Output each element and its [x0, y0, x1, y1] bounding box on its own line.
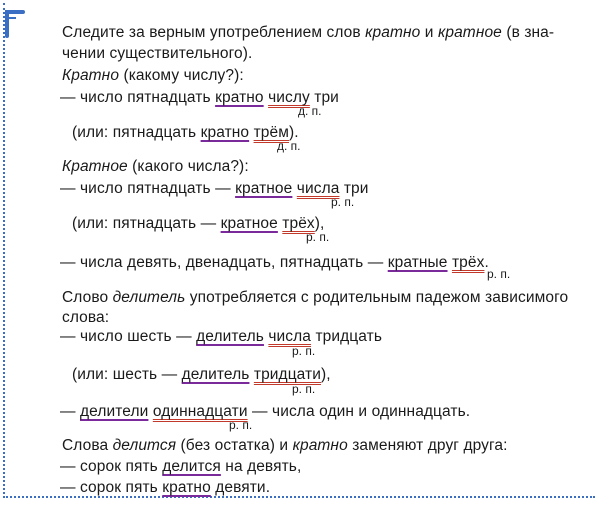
underlined-word: делитель	[196, 328, 264, 345]
text-run: чении существительного).	[62, 45, 253, 62]
text-run: заменяют друг друга:	[347, 437, 508, 454]
text-line	[60, 328, 382, 346]
text-line	[62, 289, 568, 307]
case-label: р. п.	[292, 382, 316, 396]
text-run: три	[339, 180, 369, 197]
text-run: употребляется с родительным падежом зависимого	[185, 289, 569, 306]
italic-term: Кратно	[62, 67, 120, 84]
text-run: — числа один и одиннадцать.	[247, 403, 471, 420]
text-run: (без остатка) и	[176, 437, 293, 454]
text-line	[62, 24, 554, 42]
text-line	[62, 67, 244, 85]
case-label: р. п.	[292, 344, 316, 358]
text-run: слова:	[62, 309, 110, 326]
double-underlined-word: трёх	[451, 254, 485, 271]
text-run: и	[420, 24, 438, 41]
text-run: ).	[288, 124, 299, 141]
italic-term: делитель	[112, 289, 186, 306]
text-line	[62, 437, 508, 455]
text-run: .	[484, 254, 489, 271]
text-run: ),	[321, 366, 331, 383]
text-line	[62, 158, 249, 176]
underlined-word: кратно	[215, 89, 264, 106]
text-run: —	[60, 403, 81, 420]
text-line	[60, 180, 369, 198]
underlined-word: кратное	[235, 180, 293, 197]
italic-term: кратное	[437, 24, 502, 41]
case-label: д. п.	[277, 139, 301, 153]
text-run: (или: пятнадцать —	[72, 215, 221, 232]
double-underlined-word: трём	[253, 124, 289, 141]
underlined-word: делители	[80, 403, 149, 420]
text-run: — число шесть —	[60, 328, 197, 345]
text-run: Слова	[62, 437, 113, 454]
italic-term: делится	[112, 437, 177, 454]
text-run: (или: пятнадцать	[72, 124, 201, 141]
text-run: три	[309, 89, 339, 106]
text-line	[72, 124, 299, 142]
italic-term: кратно	[365, 24, 421, 41]
text-run: — числа девять, двенадцать, пятнадцать —	[60, 254, 388, 271]
text-run: (какого числа?):	[127, 158, 249, 175]
text-run: тридцать	[311, 328, 382, 345]
text-line	[60, 479, 270, 497]
double-underlined-word: трёх	[282, 215, 315, 232]
text-run: девяти.	[210, 479, 271, 496]
corner-bracket-icon	[4, 8, 26, 38]
underlined-word: кратные	[387, 254, 448, 271]
text-run: (в зна-	[501, 24, 555, 41]
double-underlined-word: числа	[268, 328, 312, 345]
text-run: — число пятнадцать	[60, 89, 216, 106]
case-label: р. п.	[306, 230, 330, 244]
text-line	[60, 254, 489, 272]
case-label: д. п.	[298, 104, 322, 118]
underlined-word: кратно	[162, 479, 211, 496]
underlined-word: делитель	[181, 366, 250, 383]
text-line	[60, 403, 470, 421]
underlined-word: кратно	[200, 124, 250, 141]
italic-term: Кратное	[62, 158, 128, 175]
text-run: — сорок пять	[60, 458, 163, 475]
text-run: (или: шесть —	[72, 366, 182, 383]
text-run: — сорок пять	[60, 479, 163, 496]
text-run: Слово	[62, 289, 113, 306]
case-label: р. п.	[229, 418, 253, 432]
text-line	[62, 309, 109, 327]
double-underlined-word: числу	[268, 89, 310, 106]
text-line	[60, 458, 301, 476]
text-line	[62, 45, 252, 63]
case-label: р. п.	[331, 195, 355, 209]
italic-term: кратно	[292, 437, 348, 454]
text-run: на девять,	[220, 458, 302, 475]
underlined-word: делится	[162, 458, 221, 475]
text-run: ),	[314, 215, 325, 232]
case-label: р. п.	[487, 267, 511, 281]
underlined-word: кратное	[220, 215, 278, 232]
double-underlined-word: одиннадцати	[152, 403, 248, 420]
double-underlined-word: числа	[296, 180, 340, 197]
text-run: — число пятнадцать —	[60, 180, 236, 197]
text-line	[72, 215, 324, 233]
double-underlined-word: тридцати	[253, 366, 322, 383]
text-run: Следите за верным употреблением слов	[62, 24, 366, 41]
text-run: (какому числу?):	[119, 67, 244, 84]
